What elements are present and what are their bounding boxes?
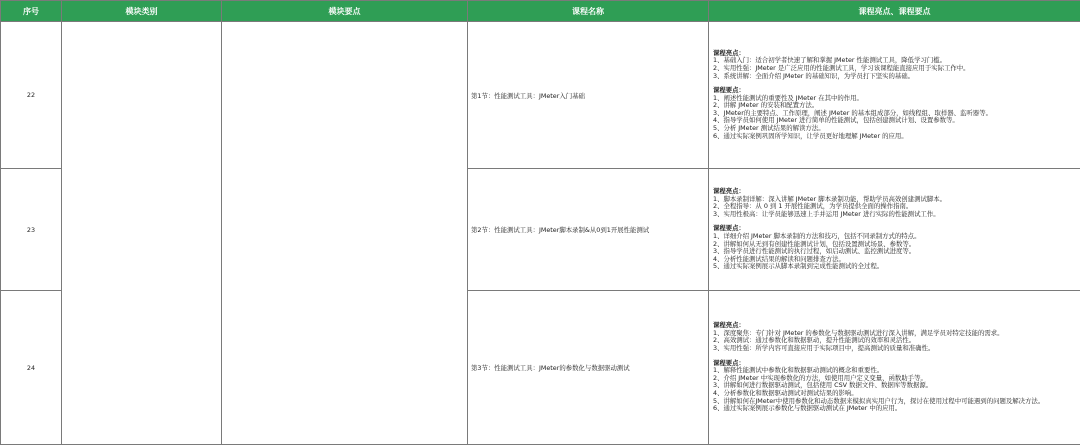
course-detail <box>709 169 1080 291</box>
header-key: 模块要点 <box>222 1 468 22</box>
highlight-item: 1、脚本录制详解：深入讲解 JMeter 脚本录制功能，帮助学员高效创建测试脚本。 <box>713 194 947 203</box>
point-item: 5、分析 JMeter 测试结果的解读方法。 <box>713 124 825 133</box>
highlight-item: 3、实用性极高：让学员能够迅速上手并运用 JMeter 进行实际的性能测试工作。 <box>713 209 940 218</box>
highlight-item: 2、实用性强：JMeter 是广泛应用的性能测试工具，学习该课程能直接应用于实际工作中。 <box>713 63 970 72</box>
course-detail <box>709 291 1080 445</box>
category-cell <box>62 22 222 445</box>
header-row <box>1 1 1080 22</box>
highlight-item: 1、深度聚焦：专门针对 JMeter 的参数化与数据驱动测试进行深入讲解，满足学员对特定技能的需求。 <box>713 328 1004 337</box>
point-item: 1、阐述性能测试的重要性及 JMeter 在其中的作用。 <box>713 93 863 102</box>
row-number: 23 <box>1 169 62 291</box>
points-title: 课程要点： <box>713 86 745 95</box>
point-item: 4、分析性能测试结果的解读和问题排查方法。 <box>713 254 845 263</box>
point-item: 2、讲解如何从无到有创建性能测试计划，包括设置测试场景、参数等。 <box>713 239 916 248</box>
point-item: 2、讲解 JMeter 的安装和配置方法。 <box>713 101 819 110</box>
header-no: 序号 <box>1 1 62 22</box>
course-name: 第2节：性能测试工具：JMeter脚本录制&从0到1开展性能测试 <box>468 169 709 291</box>
table-row <box>1 22 1080 169</box>
point-item: 3、JMeter的主要特点、工作原理，阐述 JMeter 的基本组成部分，如线程组、取样器、监听器等。 <box>713 108 992 117</box>
point-item: 5、讲解如何在JMeter中使用参数化和动态数据来模拟真实用户行为，探讨在使用过程中可能遇到的问题及解决方法。 <box>713 396 1045 405</box>
points-title: 课程要点： <box>713 358 745 367</box>
point-item: 6、通过实际案例巩固所学知识，让学员更好地理解 JMeter 的应用。 <box>713 131 908 140</box>
header-category: 模块类别 <box>62 1 222 22</box>
point-item: 1、详细介绍 JMeter 脚本录制的方法和技巧，包括不同录制方式的特点。 <box>713 232 921 240</box>
point-item: 3、指导学员进行性能测试的执行过程，如启动测试、监控测试进度等。 <box>713 247 916 256</box>
course-name: 第3节：性能测试工具：JMeter的参数化与数据驱动测试 <box>468 291 709 445</box>
row-number: 24 <box>1 291 62 445</box>
highlight-item: 1、基础入门：适合初学者快速了解和掌握 JMeter 性能测试工具，降低学习门槛。 <box>713 56 947 65</box>
highlight-item: 3、系统讲解：全面介绍 JMeter 的基础知识，为学员打下坚实的基础。 <box>713 71 915 80</box>
highlight-item: 2、全程指导：从 0 到 1 开展性能测试，为学员提供全面的操作指南。 <box>713 202 913 211</box>
course-name: 第1节：性能测试工具：JMeter入门基础 <box>468 22 709 169</box>
point-item: 1、解释性能测试中参数化和数据驱动测试的概念和重要性。 <box>713 366 884 375</box>
course-detail <box>709 22 1080 169</box>
point-item: 6、通过实际案例展示参数化与数据驱动测试在 JMeter 中的应用。 <box>713 404 902 413</box>
highlight-item: 2、高效测试：通过参数化和数据驱动，提升性能测试的效率和灵活性。 <box>713 336 916 345</box>
point-item: 5、通过实际案例展示从脚本录制到完成性能测试的全过程。 <box>713 262 884 271</box>
points-title: 课程要点： <box>713 224 745 233</box>
highlights-title: 课程亮点： <box>713 321 745 330</box>
key-cell <box>222 22 468 445</box>
point-item: 3、讲解如何进行数据驱动测试，包括使用 CSV 数据文件、数据库等数据源。 <box>713 381 933 390</box>
point-item: 4、指导学员如何使用 JMeter 进行简单的性能测试，包括创建测试计划、设置参数等。 <box>713 116 959 125</box>
point-item: 4、分析参数化和数据驱动测试对测试结果的影响。 <box>713 388 858 397</box>
row-number: 22 <box>1 22 62 169</box>
header-highlights: 课程亮点、课程要点 <box>709 1 1080 22</box>
highlight-item: 3、实用性强：所学内容可直接应用于实际项目中，提高测试的质量和准确性。 <box>713 344 935 353</box>
highlights-title: 课程亮点： <box>713 187 745 196</box>
header-course: 课程名称 <box>468 1 709 22</box>
highlights-title: 课程亮点： <box>713 48 745 57</box>
point-item: 2、介绍 JMeter 中实现参数化的方法，如使用用户定义变量、函数助手等。 <box>713 373 927 382</box>
